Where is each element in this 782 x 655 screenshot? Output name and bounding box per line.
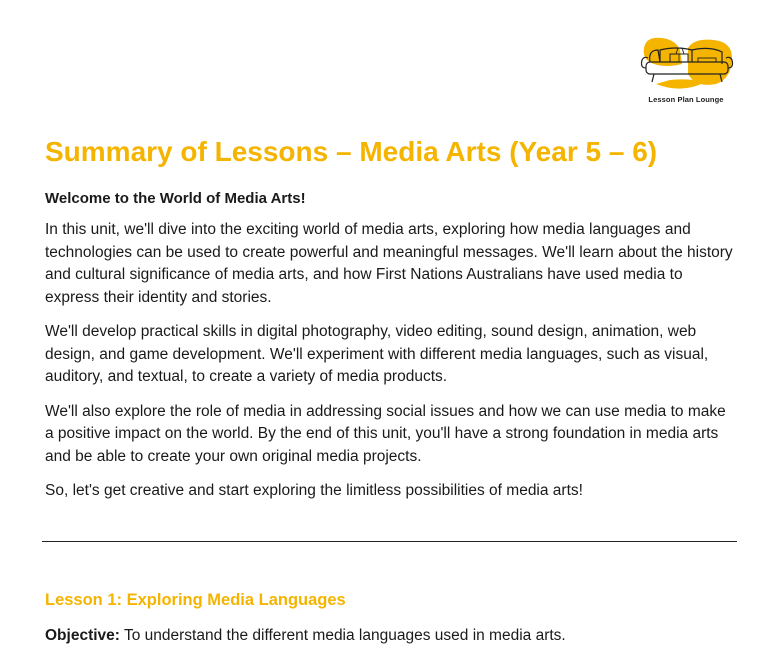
page-title: Summary of Lessons – Media Arts (Year 5 – 6) [45, 136, 658, 167]
brand-logo [636, 34, 736, 110]
intro-paragraph-3: We'll also explore the role of media in addressing social issues and how we can use media to make a positive impact on the world. By the end of this unit, you'll have a strong foundation in media arts and be able to create your own original media projects. [45, 402, 726, 465]
lesson-1-objective [45, 627, 566, 645]
lesson-1-heading: Lesson 1: Exploring Media Languages [45, 591, 346, 609]
intro-paragraph-2: We'll develop practical skills in digital photography, video editing, sound design, animation, web design, and game development. We'll experiment with different media languages, such as visual, auditory, and textual, to create a variety of media products. [45, 323, 709, 385]
welcome-heading: Welcome to the World of Media Arts! [45, 190, 306, 207]
objective-text: To understand the different media languages used in media arts. [119, 627, 566, 644]
intro-paragraph-4: So, let's get creative and start exploring the limitless possibilities of media arts! [45, 482, 583, 499]
logo-brand-name: Lesson Plan Lounge [648, 95, 724, 104]
intro-paragraph-1: In this unit, we'll dive into the exciting world of media arts, exploring how media languages and technologies can be used to create powerful and meaningful messages. We'll learn about the history and cultural significance of media arts, and how First Nations Australians have used media to express their identity and stories. [45, 221, 733, 306]
sofa-icon [636, 34, 736, 96]
section-divider [42, 541, 737, 542]
intro-section [45, 190, 735, 515]
objective-label: Objective: [45, 627, 120, 644]
